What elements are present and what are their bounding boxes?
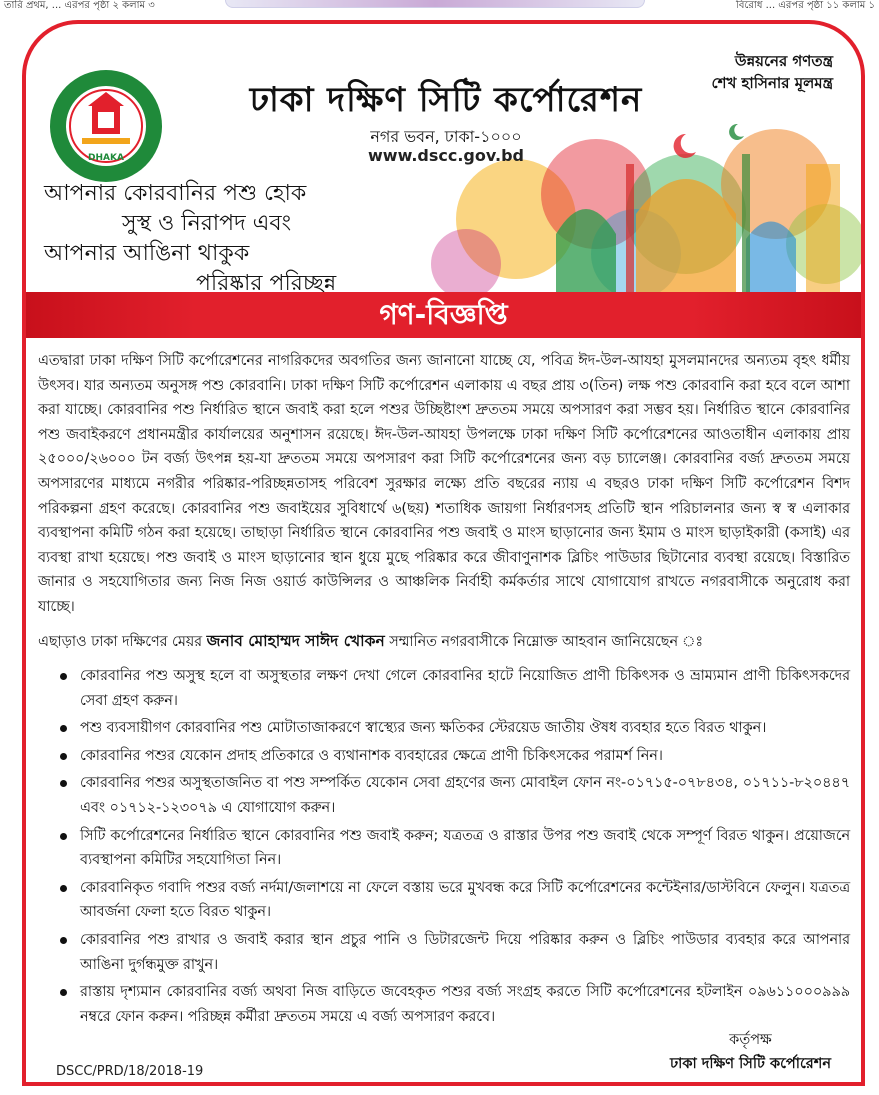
slogan: [712, 50, 834, 94]
notice-title: গণ-বিজ্ঞপ্তি: [379, 298, 508, 331]
strip-left-text: তারি প্রথম, ... এরপর পৃষ্ঠা ২ কলাম ৩: [4, 0, 155, 11]
appeal-list: [54, 664, 850, 1032]
logo-text: DHAKA: [88, 153, 124, 163]
organization-address: নগর ভবন, ঢাকা-১০০০: [370, 127, 522, 146]
greeting-line: আপনার কোরবানির পশু হোক: [44, 181, 307, 206]
strip-banner-image: [225, 0, 645, 8]
greeting-line: আপনার আঙিনা থাকুক: [44, 241, 250, 266]
strip-right-text: বিরোধ ... এরপর পৃষ্ঠা ১১ কলাম ১: [735, 0, 875, 11]
slogan-line: শেখ হাসিনার মূলমন্ত্র: [711, 74, 833, 92]
list-item: রাস্তায় দৃশ্যমান কোরবানির বর্জ্য অথবা নিজ বাড়িতে জবেহকৃত পশুর বর্জ্য সংগ্রহ করতে সিটি কর্পোরেশনের হটলাইন ০৯৬১১০০০৯৯৯ নম্বরে ফোন করুন। পরিচ্ছন্ন কর্মীরা দ্রুততম সময়ে এ বর্জ্য অপসারণ করবে।: [54, 980, 850, 1029]
greeting-line: সুস্থ ও নিরাপদ এবং: [122, 211, 292, 236]
notice-paragraph: এতদ্বারা ঢাকা দক্ষিণ সিটি কর্পোরেশনের নাগরিকদের অবগতির জন্য জানানো যাচ্ছে যে, পবিত্র ঈদ-উল-আযহা মুসলমানদের অন্যতম বৃহৎ ধর্মীয় উৎসব। যার অন্যতম অনুসঙ্গ পশু কোরবানি। ঢাকা দক্ষিণ সিটি কর্পোরেশন এলাকায় এ বছর প্রায় ৩(তিন) লক্ষ পশু কোরবানি করা হবে বলে আশা করা যাচ্ছে। কোরবানির পশু নির্ধারিত স্থানে জবাই করা হলে পশুর উচ্ছিষ্টাংশ দ্রুততম সময়ে অপসারণ করা সম্ভব হয়। নির্ধারিত স্থানে কোরবানির পশু জবাইকরণে প্রধানমন্ত্রীর কার্যালয়ের অনুশাসন রয়েছে। ঈদ-উল-আযহা উপলক্ষে ঢাকা দক্ষিণ সিটি কর্পোরেশনের আওতাধীন এলাকায় প্রায় ২৫০০০/২৬০০০ টন বর্জ্য উৎপন্ন হয়-যা দ্রুততম সময়ে অপসারণ করা সিটি কর্পোরেশনের জন্য বড় চ্যালেঞ্জ। কোরবানির বর্জ্য দ্রুততম সময়ে অপসারণের মাধ্যমে নগরীর পরিষ্কার-পরিচ্ছন্নতাসহ পরিবেশ সুরক্ষার লক্ষ্যে প্রতি বছরের ন্যায় এ বছরও ঢাকা দক্ষিণ সিটি কর্পোরেশন বিশদ পরিকল্পনা গ্রহণ করেছে। কোরবানির পশু জবাইয়ের সুবিধার্থে ৬(ছয়) শতাধিক জায়গা নির্ধারণসহ প্রতিটি স্থান পরিচালনার জন্য স্ব স্ব এলাকার ব্যবস্থাপনা কমিটি গঠন করা হয়েছে। তাছাড়া নির্ধারিত স্থানে কোরবানির পশু জবাই ও মাংস ছাড়ানোর জন্য ইমাম ও মাংস ছাড়াইকারী (কসাই) এর ব্যবস্থা রাখা হয়েছে। পশু জবাই ও মাংস ছাড়ানোর স্থান ধুয়ে মুছে পরিষ্কার করে জীবাণুনাশক ব্লিচিং পাউডার ছিটানোর ব্যবস্থা রয়েছে। বিস্তারিত জানার ও সহযোগিতার জন্য নিজ নিজ ওয়ার্ড কাউন্সিলর ও আঞ্চলিক নির্বাহী কর্মকর্তার সাথে যোগাযোগ রাখতে নগরবাসীকে অনুরোধ করা যাচ্ছে।: [38, 353, 850, 615]
greeting-message: [44, 179, 336, 292]
slogan-line: উন্নয়নের গণতন্ত্র: [734, 52, 833, 70]
list-item: সিটি কর্পোরেশনের নির্ধারিত স্থানে কোরবানির পশু জবাই করুন; যত্রতত্র ও রাস্তার উপর পশু জবাই থেকে সম্পূর্ণ বিরত থাকুন। প্রয়োজনে ব্যবস্থাপনা কমিটির সহযোগিতা নিন।: [54, 824, 850, 873]
greeting-line: পরিষ্কার পরিচ্ছন্ন: [196, 271, 337, 292]
list-item: কোরবানির পশু অসুস্থ হলে বা অসুস্থতার লক্ষণ দেখা গেলে কোরবানির হাটে নিয়োজিত প্রাণী চিকিৎসক ও ভ্রাম্যমান প্রাণী চিকিৎসকদের সেবা গ্রহণ করুন।: [54, 664, 850, 713]
dscc-logo: [46, 66, 166, 186]
appeal-suffix: সম্মানিত নগরবাসীকে নিম্নোক্ত আহবান জানিয়েছেন ঃ: [384, 634, 703, 650]
list-item: পশু ব্যবসায়ীগণ কোরবানির পশু মোটাতাজাকরণে স্বাস্থ্যের জন্য ক্ষতিকর স্টেরয়েড জাতীয় ঔষধ ব্যবহার হতে বিরত থাকুন।: [54, 716, 850, 741]
reference-number: DSCC/PRD/18/2018-19: [56, 1064, 204, 1079]
ad-header: [26, 24, 861, 292]
list-item: কোরবানির পশুর যেকোন প্রদাহ প্রতিকারে ও ব্যথানাশক ব্যবহারের ক্ষেত্রে প্রাণী চিকিৎসকের পরামর্শ নিন।: [54, 744, 850, 769]
authority-name: ঢাকা দক্ষিণ সিটি কর্পোরেশন: [669, 1056, 831, 1072]
list-item: কোরবানিকৃত গবাদি পশুর বর্জ্য নর্দমা/জলাশয়ে না ফেলে বস্তায় ভরে মুখবন্ধ করে সিটি কর্পোরেশনের কন্টেইনার/ডাস্টবিনে ফেলুন। যত্রতত্র আবর্জনা ফেলা হতে বিরত থাকুন।: [54, 876, 850, 925]
newspaper-top-strip: [0, 0, 879, 12]
authority-label: কর্তৃপক্ষ: [729, 1032, 772, 1048]
organization-name: ঢাকা দক্ষিণ সিটি কর্পোরেশন: [249, 80, 643, 120]
mayor-appeal: [38, 630, 850, 653]
appeal-prefix: এছাড়াও ঢাকা দক্ষিণের মেয়র: [38, 634, 207, 650]
organization-website[interactable]: www.dscc.gov.bd: [368, 146, 524, 165]
authority-block: [670, 1028, 831, 1076]
advertisement-frame: [22, 20, 865, 1086]
list-item: কোরবানির পশু রাখার ও জবাই করার স্থান প্রচুর পানি ও ডিটারজেন্ট দিয়ে পরিষ্কার করুন ও ব্লিচিং পাউডার ব্যবহার করে আপনার আঙিনা দুর্গন্ধমুক্ত রাখুন।: [54, 928, 850, 977]
list-item: কোরবানির পশুর অসুস্থতাজনিত বা পশু সম্পর্কিত যেকোন সেবা গ্রহণের জন্য মোবাইল ফোন নং-০১৭১৫-০৭৮৪৩৪, ০১৭১১-৮২০৪৪৭ এবং ০১৭১২-১২৩০৭৯ এ যোগাযোগ করুন।: [54, 771, 850, 820]
mayor-name: জনাব মোহাম্মদ সাঈদ খোকন: [206, 632, 385, 650]
